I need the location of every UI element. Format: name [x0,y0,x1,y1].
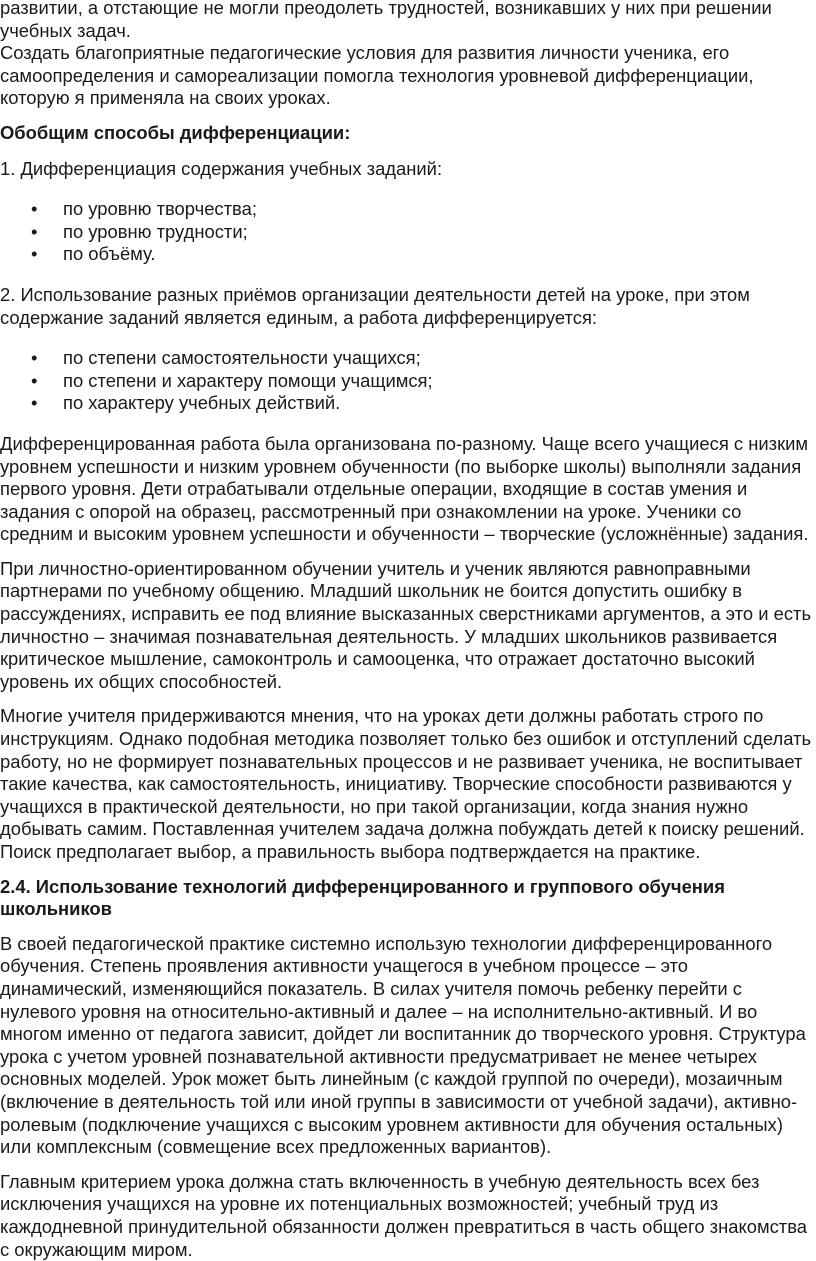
line: самоопределения и самореализации помогла технология уровневой дифференциации, [0,64,754,86]
line: развитии, а отстающие не могли преодолеть трудностей, возникавших у них при решении [0,0,772,18]
line: 2.4. Использование технологий дифференцированного и группового обучения [0,875,725,897]
list-content-differentiation [0,198,816,266]
line: учащихся в практической деятельности, но при такой организации, когда знания нужно [0,795,749,817]
line: многом именно от педагога зависит, дойдет ли воспитанник до творческого уровня. Структура [0,1023,806,1045]
list-activity-organization [0,347,816,415]
item2-title [0,284,816,329]
line: (включение в деятельность той или иной группы в зависимости от учебной задачи), активно- [0,1090,798,1112]
line: В своей педагогической практике системно использую технологии дифференцированного [0,932,773,954]
line: обучения. Степень проявления активности учащегося в учебном процессе – это [0,955,688,977]
line: рассуждениях, исправить ее под влияние высказанных сверстниками аргументов, а это и есть [0,603,812,625]
line: учебных задач. [0,19,131,41]
line: урока с учетом уровней познавательной активности предусматривает не менее четырех [0,1045,757,1067]
item1-title: 1. Дифференциация содержания учебных заданий: [0,157,443,179]
line: ролевым (подключение учащихся с высоким уровнем активности для обучения остальных) [0,1113,783,1135]
line: Дифференцированная работа была организована по-разному. Чаще всего учащиеся с низким [0,432,809,454]
list-item: • по уровню творчества; [0,198,816,221]
line: 2. Использование разных приёмов организации деятельности детей на уроке, при этом [0,283,750,305]
line: критическое мышление, самоконтроль и самооценка, что отражает достаточно высокий [0,648,755,670]
line: партнерами по учебному общению. Младший школьник не боится допустить ошибку в [0,580,743,602]
line: средним и высоким уровнем успешности и обученности – творческие (усложнённые) задания. [0,523,809,545]
line: инструкциям. Однако подобная методика позволяет только без ошибок и отступлений сделать [0,728,812,750]
line: основных моделей. Урок может быть линейным (с каждой группой по очереди), мозаичным [0,1068,783,1090]
paragraph-work [0,433,816,546]
line: исключения учащихся на уровне их потенциальных возможностей; учебный труд из [0,1193,719,1215]
line: или комплексным (совмещение всех предложенных вариантов). [0,1136,552,1158]
line: первого уровня. Дети отрабатывали отдельные операции, входящие в состав умения и [0,478,748,500]
list-item: • по степени и характеру помощи учащимся; [0,370,816,393]
heading-methods: Обобщим способы дифференциации: [0,121,351,143]
list-item: • по объёму. [0,243,816,266]
list-item: • по степени самостоятельности учащихся; [0,347,816,370]
line: содержание заданий является единым, а работа дифференцируется: [0,306,598,328]
paragraph-practice [0,933,816,1159]
line: нулевого уровня на относительно-активный и далее – на исполнительно-активный. И во [0,1000,758,1022]
line: каждодневной принудительной обязанности должен превратиться в часть общего знакомства [0,1215,808,1237]
line: личностно – значимая познавательная деятельность. У младших школьников развивается [0,625,778,647]
line: добывать самим. Поставленная учителем задача должна побуждать детей к поиску решений. [0,818,805,840]
line: с окружающим миром. [0,1238,193,1260]
line: задания с опорой на образец, рассмотренный при ознакомлении на уроке. Ученики со [0,500,742,522]
line: уровнем успешности и низким уровнем обученности (по выборке школы) выполняли задания [0,455,802,477]
line: такие качества, как самостоятельность, инициативу. Творческие способности развиваются у [0,773,792,795]
paragraph-tech [0,42,816,110]
line: Создать благоприятные педагогические условия для развития личности ученика, его [0,42,730,64]
section-heading [0,876,816,921]
line: работу, но не формирует познавательных процессов и не развивает ученика, не воспитывает [0,750,803,772]
line: уровень их общих способностей. [0,670,283,692]
line: динамический, изменяющийся показатель. В силах учителя помочь ребенку перейти с [0,977,742,999]
line: Многие учителя придерживаются мнения, что на уроках дети должны работать строго по [0,705,764,727]
line: школьников [0,898,112,920]
list-item: • по характеру учебных действий. [0,392,816,415]
line: Главным критерием урока должна стать включенность в учебную деятельность всех без [0,1170,760,1192]
line: которую я применяла на своих уроках. [0,87,331,109]
line: При личностно-ориентированном обучении учитель и ученик являются равноправными [0,557,751,579]
line: Поиск предполагает выбор, а правильность выбора подтверждается на практике. [0,841,701,862]
paragraph-criterion [0,1171,816,1261]
list-item: • по уровню трудности; [0,221,816,244]
paragraph-teachers [0,705,816,863]
paragraph-personal [0,558,816,694]
paragraph-intro [0,0,816,42]
